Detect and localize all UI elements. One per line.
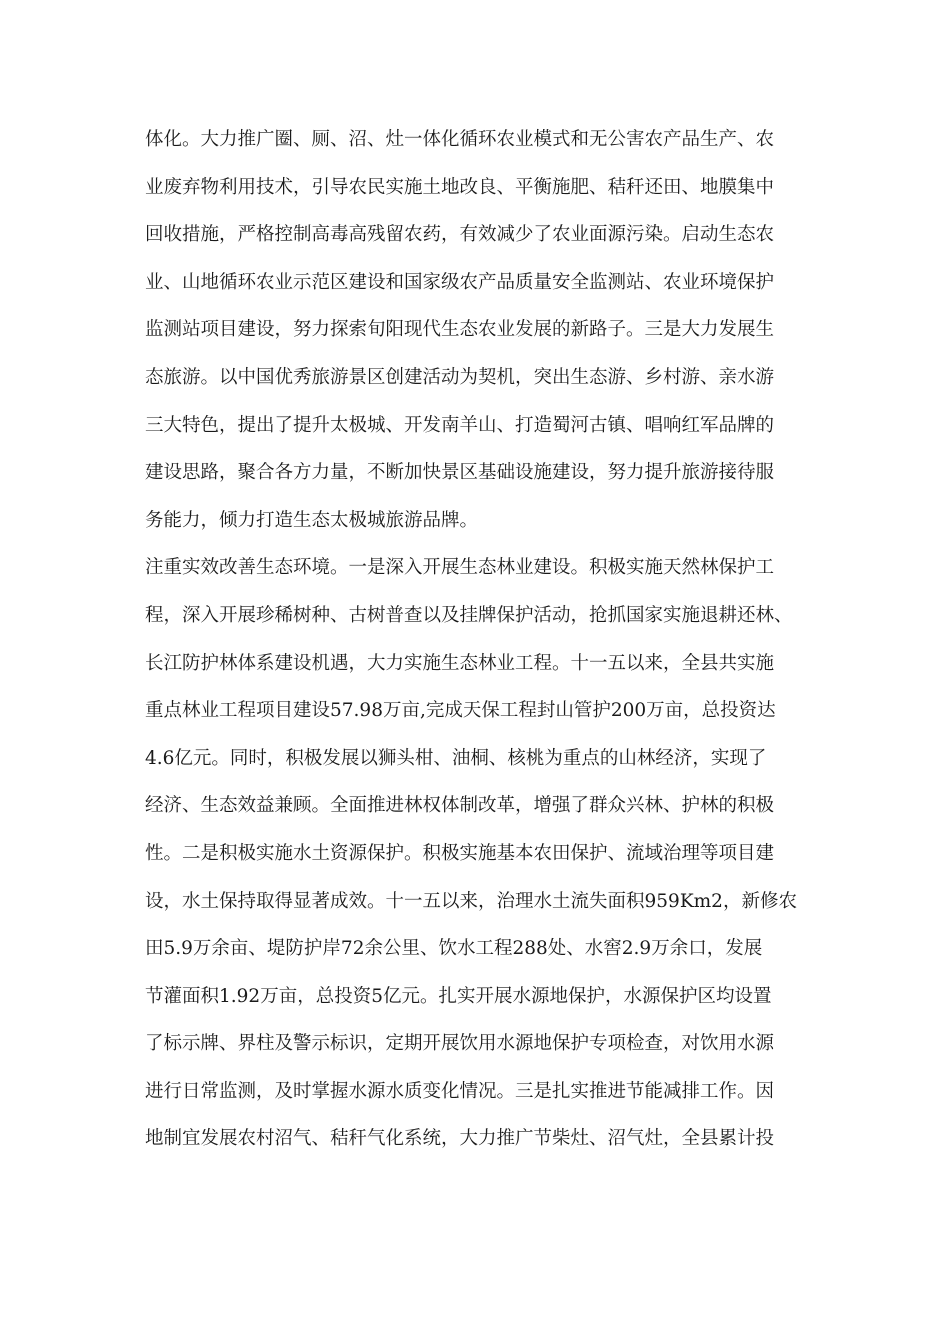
text-line: 田5.9万余亩、堤防护岸72余公里、饮水工程288处、水窖2.9万余口，发展 [145, 938, 763, 960]
text-line: 体化。大力推广圈、厕、沼、灶一体化循环农业模式和无公害农产品生产、农 [145, 129, 775, 150]
text-line: 进行日常监测，及时掌握水源水质变化情况。三是扎实推进节能减排工作。因 [145, 1080, 775, 1102]
text-line: 业废弃物利用技术，引导农民实施土地改良、平衡施肥、秸秆还田、地膜集中 [145, 176, 775, 198]
text-line: 长江防护林体系建设机遇，大力实施生态林业工程。十一五以来，全县共实施 [145, 652, 775, 674]
text-line: 了标示牌、界柱及警示标识，定期开展饮用水源地保护专项检查，对饮用水源 [145, 1033, 775, 1055]
text-line: 三大特色，提出了提升太极城、开发南羊山、打造蜀河古镇、唱响红军品牌的 [145, 414, 775, 436]
text-line: 建设思路，聚合各方力量，不断加快景区基础设施建设，努力提升旅游接待服 [145, 462, 775, 484]
text-line: 经济、生态效益兼顾。全面推进林权体制改革，增强了群众兴林、护林的积极 [145, 795, 775, 817]
text-line: 重点林业工程项目建设57.98万亩,完成天保工程封山管护200万亩，总投资达 [145, 700, 776, 722]
text-line: 节灌面积1.92万亩，总投资5亿元。扎实开展水源地保护，水源保护区均设置 [145, 985, 772, 1007]
text-line: 性。二是积极实施水土资源保护。积极实施基本农田保护、流域治理等项目建 [145, 842, 775, 864]
text-line: 地制宜发展农村沼气、秸秆气化系统，大力推广节柴灶、沼气灶，全县累计投 [145, 1128, 775, 1150]
text-line: 务能力，倾力打造生态太极城旅游品牌。 [145, 509, 479, 531]
text-line: 4.6亿元。同时，积极发展以狮头柑、油桐、核桃为重点的山林经济，实现了 [145, 747, 767, 769]
text-line: 业、山地循环农业示范区建设和国家级农产品质量安全监测站、农业环境保护 [145, 271, 775, 293]
paragraph-start-line: 注重实效改善生态环境。一是深入开展生态林业建设。积极实施天然林保护工 [145, 557, 775, 579]
text-line: 监测站项目建设，努力探索旬阳现代生态农业发展的新路子。三是大力发展生 [145, 319, 775, 341]
body-text [145, 116, 815, 1163]
text-line: 程，深入开展珍稀树种、古树普查以及挂牌保护活动，抢抓国家实施退耕还林、 [145, 604, 793, 626]
text-line: 设，水土保持取得显著成效。十一五以来，治理水土流失面积959Km2，新修农 [145, 890, 797, 912]
text-line: 回收措施，严格控制高毒高残留农药，有效减少了农业面源污染。启动生态农 [145, 224, 775, 246]
text-line: 态旅游。以中国优秀旅游景区创建活动为契机，突出生态游、乡村游、亲水游 [145, 366, 775, 388]
